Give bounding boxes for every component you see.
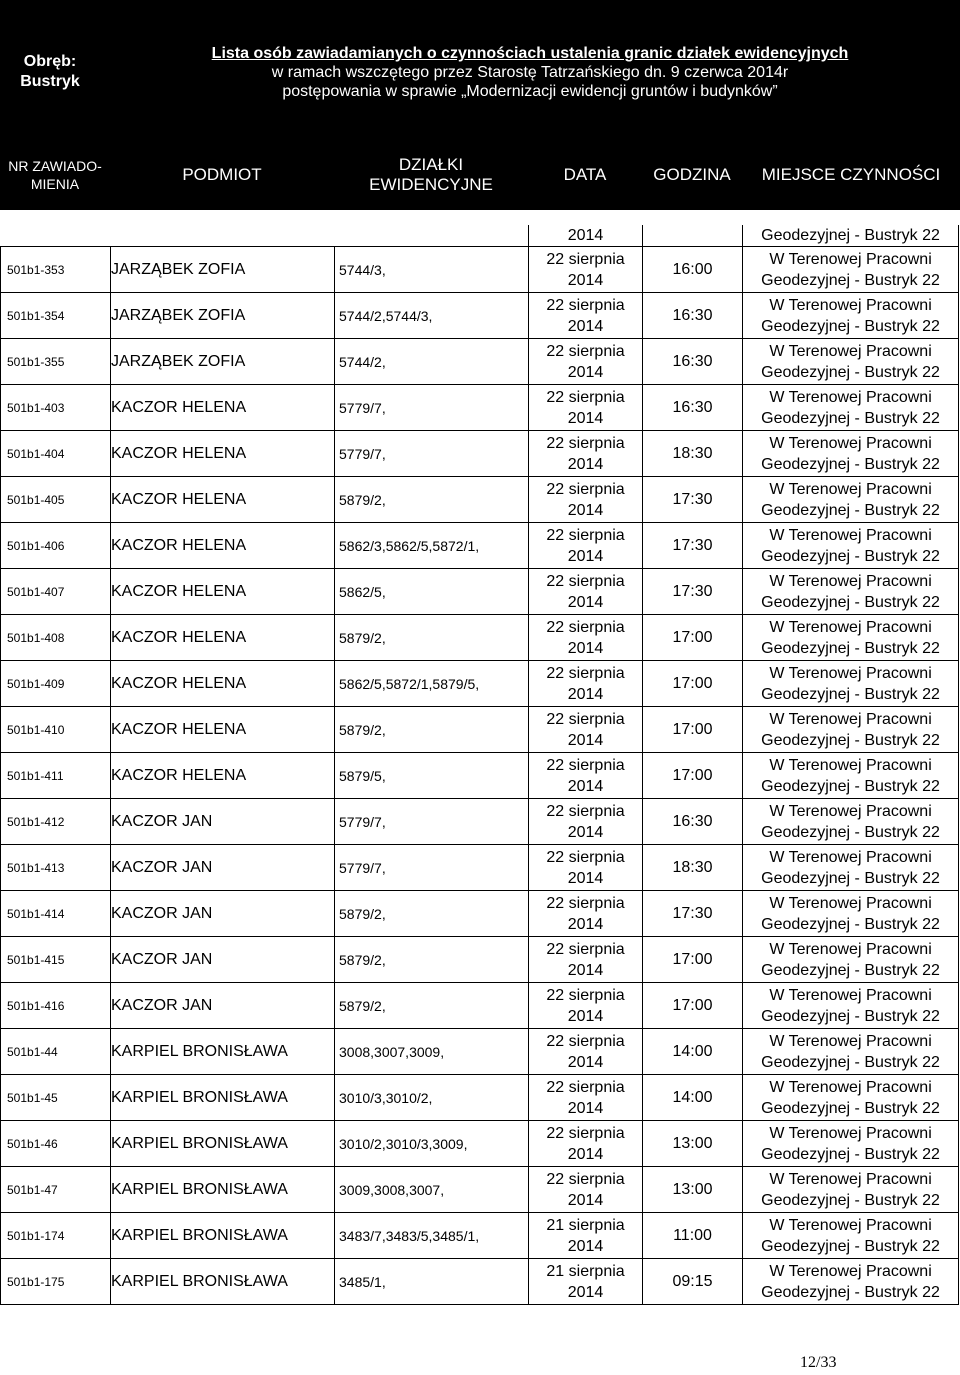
- date-year: 2014: [567, 363, 604, 381]
- date-year: 2014: [567, 1191, 604, 1209]
- place-line2: Geodezyjnej - Bustryk 22: [761, 1099, 940, 1117]
- date: [529, 707, 643, 753]
- notification-number: 501b1-353: [1, 247, 111, 293]
- date-day: 22 sierpnia: [546, 388, 625, 406]
- place-line1: W Terenowej Pracowni: [769, 526, 932, 544]
- table-row: [1, 1259, 959, 1305]
- date-year: 2014: [567, 639, 604, 657]
- date-day: 22 sierpnia: [546, 296, 625, 314]
- notification-number: 501b1-45: [1, 1075, 111, 1121]
- subject-name: KARPIEL BRONISŁAWA: [111, 1029, 335, 1075]
- place-line1: W Terenowej Pracowni: [769, 1170, 932, 1188]
- date: [529, 661, 643, 707]
- date: [529, 891, 643, 937]
- subject-name: JARZĄBEK ZOFIA: [111, 247, 335, 293]
- top-row-date: 2014: [529, 225, 643, 247]
- date-day: 22 sierpnia: [546, 572, 625, 590]
- date-day: 21 sierpnia: [546, 1262, 625, 1280]
- obreb-block: [0, 52, 100, 92]
- place: [743, 983, 959, 1029]
- notification-number: 501b1-408: [1, 615, 111, 661]
- date: [529, 615, 643, 661]
- time: 16:30: [643, 385, 743, 431]
- notification-number: 501b1-413: [1, 845, 111, 891]
- date-year: 2014: [567, 501, 604, 519]
- time: 17:30: [643, 477, 743, 523]
- date-year: 2014: [567, 731, 604, 749]
- place-line2: Geodezyjnej - Bustryk 22: [761, 455, 940, 473]
- place-line1: W Terenowej Pracowni: [769, 1262, 932, 1280]
- date-day: 22 sierpnia: [546, 342, 625, 360]
- time: 13:00: [643, 1121, 743, 1167]
- table-row: [1, 615, 959, 661]
- place-line2: Geodezyjnej - Bustryk 22: [761, 639, 940, 657]
- header-band: [0, 0, 960, 210]
- notification-number: 501b1-410: [1, 707, 111, 753]
- place: [743, 1029, 959, 1075]
- parcel-numbers: 5862/5,: [335, 569, 529, 615]
- date-day: 21 sierpnia: [546, 1216, 625, 1234]
- notification-number: 501b1-47: [1, 1167, 111, 1213]
- date-year: 2014: [567, 547, 604, 565]
- page-number: 12/33: [800, 1354, 837, 1371]
- date: [529, 1029, 643, 1075]
- table-row: [1, 845, 959, 891]
- place-line2: Geodezyjnej - Bustryk 22: [761, 1053, 940, 1071]
- subject-name: KACZOR JAN: [111, 845, 335, 891]
- place: [743, 707, 959, 753]
- date-year: 2014: [567, 823, 604, 841]
- date-year: 2014: [567, 317, 604, 335]
- parcel-numbers: 5879/2,: [335, 477, 529, 523]
- parcel-numbers: 3010/2,3010/3,3009,: [335, 1121, 529, 1167]
- notification-number: 501b1-415: [1, 937, 111, 983]
- table-row: [1, 385, 959, 431]
- place-line1: W Terenowej Pracowni: [769, 1032, 932, 1050]
- date: [529, 431, 643, 477]
- date-day: 22 sierpnia: [546, 1124, 625, 1142]
- place-line1: W Terenowej Pracowni: [769, 802, 932, 820]
- place-line2: Geodezyjnej - Bustryk 22: [761, 731, 940, 749]
- place: [743, 753, 959, 799]
- place-line2: Geodezyjnej - Bustryk 22: [761, 915, 940, 933]
- notification-number: 501b1-416: [1, 983, 111, 1029]
- time: 17:00: [643, 615, 743, 661]
- date-day: 22 sierpnia: [546, 986, 625, 1004]
- table-row: [1, 569, 959, 615]
- place-line2: Geodezyjnej - Bustryk 22: [761, 1007, 940, 1025]
- subject-name: KACZOR HELENA: [111, 569, 335, 615]
- date-year: 2014: [567, 1145, 604, 1163]
- subject-name: KACZOR HELENA: [111, 615, 335, 661]
- date-day: 22 sierpnia: [546, 894, 625, 912]
- date-day: 22 sierpnia: [546, 480, 625, 498]
- subject-name: KARPIEL BRONISŁAWA: [111, 1075, 335, 1121]
- date-year: 2014: [567, 1053, 604, 1071]
- place-line2: Geodezyjnej - Bustryk 22: [761, 961, 940, 979]
- date-year: 2014: [567, 409, 604, 427]
- time: 17:30: [643, 523, 743, 569]
- date: [529, 1259, 643, 1305]
- date-day: 22 sierpnia: [546, 940, 625, 958]
- place: [743, 477, 959, 523]
- parcel-numbers: 3485/1,: [335, 1259, 529, 1305]
- date-year: 2014: [567, 455, 604, 473]
- place-line1: W Terenowej Pracowni: [769, 342, 932, 360]
- time: 16:30: [643, 799, 743, 845]
- place-line1: W Terenowej Pracowni: [769, 480, 932, 498]
- parcel-numbers: 3008,3007,3009,: [335, 1029, 529, 1075]
- column-header-nr-line1: NR ZAWIADO-: [8, 158, 102, 174]
- place-line1: W Terenowej Pracowni: [769, 1216, 932, 1234]
- date: [529, 293, 643, 339]
- top-row-place: Geodezyjnej - Bustryk 22: [743, 225, 959, 247]
- title-line-1: Lista osób zawiadamianych o czynnościach ustalenia granic działek ewidencyjnych: [211, 45, 849, 62]
- parcel-numbers: 5779/7,: [335, 845, 529, 891]
- table-row: [1, 523, 959, 569]
- time: 14:00: [643, 1075, 743, 1121]
- column-header-dzialki: [334, 150, 528, 200]
- notification-number: 501b1-175: [1, 1259, 111, 1305]
- date-day: 22 sierpnia: [546, 434, 625, 452]
- place-line2: Geodezyjnej - Bustryk 22: [761, 501, 940, 519]
- place-line2: Geodezyjnej - Bustryk 22: [761, 363, 940, 381]
- obreb-value: Bustryk: [20, 73, 80, 90]
- parcel-numbers: 5744/2,: [335, 339, 529, 385]
- place-line1: W Terenowej Pracowni: [769, 756, 932, 774]
- date: [529, 845, 643, 891]
- table-row: [1, 431, 959, 477]
- date-year: 2014: [567, 869, 604, 887]
- date-day: 22 sierpnia: [546, 618, 625, 636]
- column-header-nr: [0, 150, 110, 200]
- subject-name: KACZOR HELENA: [111, 707, 335, 753]
- place-line1: W Terenowej Pracowni: [769, 434, 932, 452]
- place: [743, 569, 959, 615]
- place-line1: W Terenowej Pracowni: [769, 940, 932, 958]
- date: [529, 983, 643, 1029]
- parcel-numbers: 3009,3008,3007,: [335, 1167, 529, 1213]
- date: [529, 799, 643, 845]
- time: 17:00: [643, 983, 743, 1029]
- date-year: 2014: [567, 1099, 604, 1117]
- notification-number: 501b1-406: [1, 523, 111, 569]
- place-line1: W Terenowej Pracowni: [769, 250, 932, 268]
- subject-name: KACZOR HELENA: [111, 477, 335, 523]
- place-line2: Geodezyjnej - Bustryk 22: [761, 1145, 940, 1163]
- date: [529, 385, 643, 431]
- subject-name: KARPIEL BRONISŁAWA: [111, 1259, 335, 1305]
- parcel-numbers: 5744/3,: [335, 247, 529, 293]
- table-row: [1, 799, 959, 845]
- date-year: 2014: [567, 685, 604, 703]
- notification-number: 501b1-355: [1, 339, 111, 385]
- date: [529, 1121, 643, 1167]
- parcel-numbers: 5879/2,: [335, 707, 529, 753]
- date: [529, 937, 643, 983]
- title-line-3: postępowania w sprawie „Modernizacji ewidencji gruntów i budynków”: [282, 83, 778, 100]
- notification-number: 501b1-409: [1, 661, 111, 707]
- place-line1: W Terenowej Pracowni: [769, 848, 932, 866]
- table-row: [1, 293, 959, 339]
- parcel-numbers: 5744/2,5744/3,: [335, 293, 529, 339]
- notification-number: 501b1-354: [1, 293, 111, 339]
- time: 16:30: [643, 339, 743, 385]
- time: 17:00: [643, 661, 743, 707]
- subject-name: KACZOR HELENA: [111, 385, 335, 431]
- date: [529, 753, 643, 799]
- time: 17:00: [643, 707, 743, 753]
- notification-number: 501b1-404: [1, 431, 111, 477]
- parcel-numbers: 5879/2,: [335, 983, 529, 1029]
- place-line2: Geodezyjnej - Bustryk 22: [761, 271, 940, 289]
- parcel-numbers: 3483/7,3483/5,3485/1,: [335, 1213, 529, 1259]
- parcel-numbers: 5879/5,: [335, 753, 529, 799]
- table-row: [1, 891, 959, 937]
- column-header-miejsce: MIEJSCE CZYNNOŚCI: [761, 165, 941, 184]
- place: [743, 661, 959, 707]
- place-line2: Geodezyjnej - Bustryk 22: [761, 777, 940, 795]
- column-header-dzialki-line1: DZIAŁKI: [398, 155, 464, 174]
- parcel-numbers: 5862/5,5872/1,5879/5,: [335, 661, 529, 707]
- notification-number: 501b1-411: [1, 753, 111, 799]
- place-line2: Geodezyjnej - Bustryk 22: [761, 317, 940, 335]
- place-line1: W Terenowej Pracowni: [769, 388, 932, 406]
- place-line2: Geodezyjnej - Bustryk 22: [761, 823, 940, 841]
- place: [743, 845, 959, 891]
- place-line1: W Terenowej Pracowni: [769, 664, 932, 682]
- place: [743, 937, 959, 983]
- date-day: 22 sierpnia: [546, 250, 625, 268]
- date-day: 22 sierpnia: [546, 664, 625, 682]
- time: 17:00: [643, 753, 743, 799]
- place-line2: Geodezyjnej - Bustryk 22: [761, 1191, 940, 1209]
- notification-number: 501b1-405: [1, 477, 111, 523]
- date-year: 2014: [567, 961, 604, 979]
- date-day: 22 sierpnia: [546, 710, 625, 728]
- time: 14:00: [643, 1029, 743, 1075]
- time: 11:00: [643, 1213, 743, 1259]
- notification-number: 501b1-414: [1, 891, 111, 937]
- notification-number: 501b1-44: [1, 1029, 111, 1075]
- place-line2: Geodezyjnej - Bustryk 22: [761, 1237, 940, 1255]
- place-line1: W Terenowej Pracowni: [769, 894, 932, 912]
- date-day: 22 sierpnia: [546, 526, 625, 544]
- column-header-podmiot: PODMIOT: [182, 165, 262, 184]
- place-line2: Geodezyjnej - Bustryk 22: [761, 869, 940, 887]
- subject-name: KARPIEL BRONISŁAWA: [111, 1121, 335, 1167]
- subject-name: KACZOR JAN: [111, 891, 335, 937]
- date-day: 22 sierpnia: [546, 848, 625, 866]
- place-line1: W Terenowej Pracowni: [769, 1124, 932, 1142]
- date: [529, 1075, 643, 1121]
- date-year: 2014: [567, 271, 604, 289]
- date-day: 22 sierpnia: [546, 802, 625, 820]
- date-year: 2014: [567, 593, 604, 611]
- subject-name: KARPIEL BRONISŁAWA: [111, 1213, 335, 1259]
- place: [743, 1259, 959, 1305]
- date-year: 2014: [567, 1283, 604, 1301]
- table-row: [1, 753, 959, 799]
- place: [743, 385, 959, 431]
- table-row: [1, 1029, 959, 1075]
- date-year: 2014: [567, 915, 604, 933]
- time: 17:30: [643, 569, 743, 615]
- subject-name: JARZĄBEK ZOFIA: [111, 339, 335, 385]
- date: [529, 1213, 643, 1259]
- subject-name: KACZOR JAN: [111, 799, 335, 845]
- place-line1: W Terenowej Pracowni: [769, 710, 932, 728]
- place-line2: Geodezyjnej - Bustryk 22: [761, 593, 940, 611]
- table-row: [1, 247, 959, 293]
- date: [529, 569, 643, 615]
- table-row: [1, 1167, 959, 1213]
- date: [529, 523, 643, 569]
- place: [743, 431, 959, 477]
- place: [743, 339, 959, 385]
- subject-name: KACZOR HELENA: [111, 753, 335, 799]
- column-header-godzina: GODZINA: [653, 165, 731, 184]
- date-day: 22 sierpnia: [546, 1032, 625, 1050]
- parcel-numbers: 5862/3,5862/5,5872/1,: [335, 523, 529, 569]
- notification-number: 501b1-412: [1, 799, 111, 845]
- time: 09:15: [643, 1259, 743, 1305]
- place-line2: Geodezyjnej - Bustryk 22: [761, 547, 940, 565]
- parcel-numbers: 5779/7,: [335, 799, 529, 845]
- place-line2: Geodezyjnej - Bustryk 22: [761, 1283, 940, 1301]
- column-header-nr-line2: MIENIA: [30, 176, 80, 192]
- column-header-dzialki-line2: EWIDENCYJNE: [369, 175, 493, 194]
- place: [743, 799, 959, 845]
- place-line1: W Terenowej Pracowni: [769, 1078, 932, 1096]
- notification-number: 501b1-403: [1, 385, 111, 431]
- parcel-numbers: 5779/7,: [335, 385, 529, 431]
- place-line1: W Terenowej Pracowni: [769, 986, 932, 1004]
- table-row: [1, 1213, 959, 1259]
- parcel-numbers: 5879/2,: [335, 615, 529, 661]
- notification-number: 501b1-174: [1, 1213, 111, 1259]
- place: [743, 247, 959, 293]
- time: 18:30: [643, 431, 743, 477]
- place-line2: Geodezyjnej - Bustryk 22: [761, 685, 940, 703]
- table-row: [1, 937, 959, 983]
- place: [743, 1075, 959, 1121]
- document-title: [150, 44, 910, 101]
- subject-name: KACZOR HELENA: [111, 661, 335, 707]
- place: [743, 615, 959, 661]
- time: 16:00: [643, 247, 743, 293]
- notification-number: 501b1-407: [1, 569, 111, 615]
- time: 16:30: [643, 293, 743, 339]
- date-day: 22 sierpnia: [546, 756, 625, 774]
- parcel-numbers: 5879/2,: [335, 937, 529, 983]
- table-row: [1, 1075, 959, 1121]
- date-year: 2014: [567, 1007, 604, 1025]
- subject-name: KACZOR HELENA: [111, 523, 335, 569]
- table-row: [1, 661, 959, 707]
- date-year: 2014: [567, 1237, 604, 1255]
- date: [529, 339, 643, 385]
- table-row: [1, 1121, 959, 1167]
- notification-number: 501b1-46: [1, 1121, 111, 1167]
- place: [743, 293, 959, 339]
- subject-name: KARPIEL BRONISŁAWA: [111, 1167, 335, 1213]
- column-header-data: DATA: [563, 165, 607, 184]
- table-row: [1, 477, 959, 523]
- notification-table: [0, 225, 959, 1305]
- table-top-row: [1, 225, 959, 247]
- parcel-numbers: 5879/2,: [335, 891, 529, 937]
- date: [529, 247, 643, 293]
- place-line2: Geodezyjnej - Bustryk 22: [761, 409, 940, 427]
- obreb-label: Obręb:: [23, 53, 77, 70]
- date-day: 22 sierpnia: [546, 1170, 625, 1188]
- time: 17:30: [643, 891, 743, 937]
- table-row: [1, 339, 959, 385]
- place: [743, 523, 959, 569]
- date-year: 2014: [567, 777, 604, 795]
- table-row: [1, 983, 959, 1029]
- subject-name: KACZOR JAN: [111, 983, 335, 1029]
- date: [529, 477, 643, 523]
- time: 18:30: [643, 845, 743, 891]
- subject-name: KACZOR JAN: [111, 937, 335, 983]
- subject-name: JARZĄBEK ZOFIA: [111, 293, 335, 339]
- subject-name: KACZOR HELENA: [111, 431, 335, 477]
- title-line-2: w ramach wszczętego przez Starostę Tatrzańskiego dn. 9 czerwca 2014r: [271, 64, 789, 81]
- table-row: [1, 707, 959, 753]
- time: 17:00: [643, 937, 743, 983]
- time: 13:00: [643, 1167, 743, 1213]
- place: [743, 1167, 959, 1213]
- parcel-numbers: 3010/3,3010/2,: [335, 1075, 529, 1121]
- date-day: 22 sierpnia: [546, 1078, 625, 1096]
- date: [529, 1167, 643, 1213]
- place-line1: W Terenowej Pracowni: [769, 618, 932, 636]
- place: [743, 1121, 959, 1167]
- place-line1: W Terenowej Pracowni: [769, 296, 932, 314]
- parcel-numbers: 5779/7,: [335, 431, 529, 477]
- place: [743, 891, 959, 937]
- place-line1: W Terenowej Pracowni: [769, 572, 932, 590]
- place: [743, 1213, 959, 1259]
